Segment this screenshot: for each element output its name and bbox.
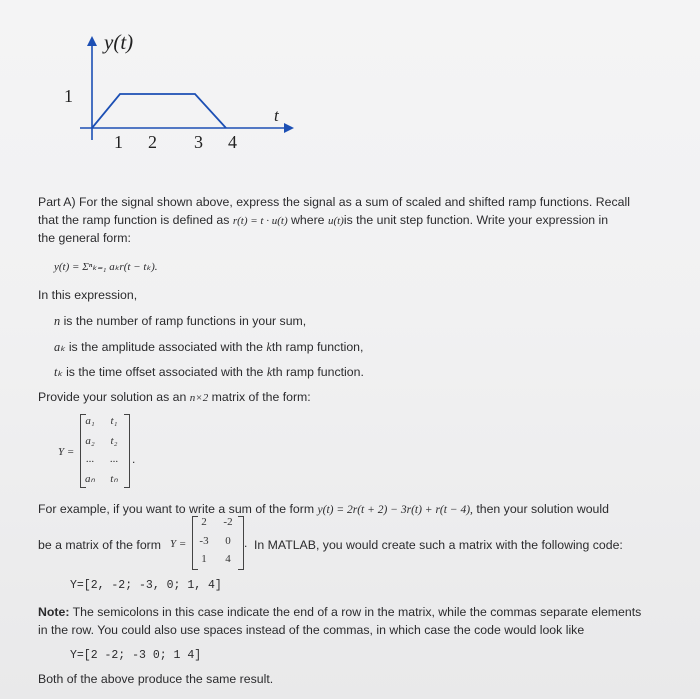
note-text-1: The semicolons in this case indicate the end of a row in the matrix, while the commas separate elements [72,605,642,619]
gm-a1: a₁ [85,415,95,427]
em-r1c2: -2 [223,516,233,528]
n-by-2: n×2 [189,392,209,404]
x-tick-2: 2 [148,132,157,152]
gm-dots-2: ... [109,453,119,465]
note-line-2: in the row. You could also use spaces instead of the commas, in which case the code would look like [38,623,585,637]
signal-trapezoid [92,94,226,128]
t-description-1: is the time offset associated with the [66,365,264,379]
y-axis-arrow [87,36,97,46]
code-block-1: Y=[2, -2; -3, 0; 1, 4] [70,579,222,592]
signal-graph [0,0,700,170]
matrix-period: . [132,452,136,466]
x-axis-arrow [284,123,294,133]
part-a-line-2b: where [291,213,325,227]
in-this-expression: In this expression, [38,288,138,302]
x-tick-1: 1 [114,132,123,152]
em-r2c1: -3 [199,535,209,547]
general-matrix-lhs: Y = [58,446,75,458]
y-tick-1: 1 [64,86,73,106]
general-form-formula: y(t) = Σⁿₖ₌₁ aₖr(t − tₖ). [54,261,158,273]
code-block-2: Y=[2 -2; -3 0; 1 4] [70,649,202,662]
part-a-line-2a: that the ramp function is defined as [38,213,230,227]
t-definition [54,363,364,381]
gm-an: aₙ [85,473,95,485]
t-variable: tₖ [54,365,63,379]
part-a-line-2c: is the unit step function. Write your expression in [343,213,609,227]
n-definition [54,312,306,330]
n-description: is the number of ramp functions in your sum, [63,314,307,328]
gm-t2: t₂ [110,435,118,447]
be-matrix-text: be a matrix of the form [38,538,162,552]
both-same-result: Both of the above produce the same result. [38,672,274,686]
provide-2: matrix of the form: [211,390,311,404]
example-1: For example, if you want to write a sum of the form [38,502,315,516]
example-line [38,500,609,519]
part-a-line-3: the general form: [38,231,131,245]
note-label: Note: [38,605,70,619]
example-matrix-lhs: Y = [170,538,187,550]
general-matrix-right-bracket [124,414,130,488]
x-tick-4: 4 [228,132,237,152]
x-tick-3: 3 [194,132,203,152]
gm-tn: tₙ [110,473,118,485]
y-axis-label: y(t) [104,30,134,54]
em-r3c2: 4 [225,553,231,565]
t-description-2: th ramp function. [272,365,364,379]
example-formula: y(t) = 2r(t + 2) − 3r(t) + r(t − 4), [317,504,473,516]
example-matrix-period: . [244,536,248,550]
note-line-1 [38,603,641,621]
t-k: k [266,365,273,379]
em-r2c2: 0 [225,535,231,547]
x-axis-label: t [274,106,279,125]
a-variable: aₖ [54,340,66,354]
em-r3c1: 1 [201,553,207,565]
a-description-1: is the amplitude associated with the [68,340,263,354]
gm-t1: t₁ [110,415,118,427]
em-r1c1: 2 [201,516,207,528]
unit-step: u(t) [327,215,344,227]
a-k: k [266,340,272,354]
provide-1: Provide your solution as an [38,390,187,404]
gm-dots-1: ... [85,453,95,465]
provide-solution [38,388,311,407]
matlab-text: In MATLAB, you would create such a matrix with the following code: [254,538,623,552]
part-a-line-2 [38,211,608,230]
example-2: then your solution would [476,502,609,516]
n-variable: n [54,314,61,328]
a-description-2: th ramp function, [271,340,364,354]
gm-a2: a₂ [85,435,95,447]
a-definition [54,338,363,356]
part-a-line-1: Part A) For the signal shown above, express the signal as a sum of scaled and shifted ramp functions. Recall [38,195,630,209]
ramp-definition: r(t) = t · u(t) [232,215,288,227]
